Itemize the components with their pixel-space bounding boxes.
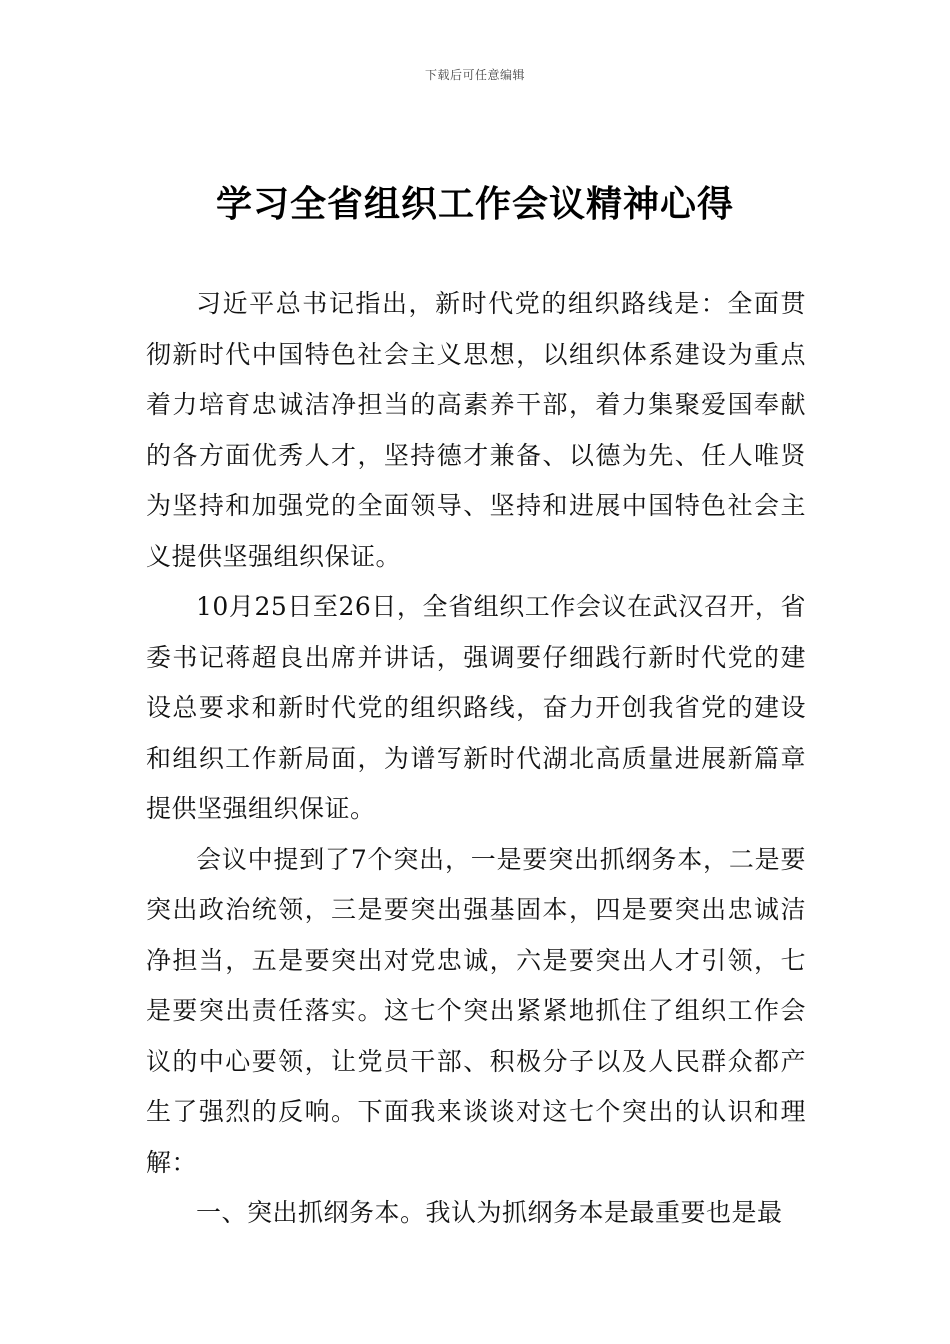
document-title: 学习全省组织工作会议精神心得 (215, 183, 734, 225)
document-body (146, 279, 806, 1239)
paragraph-1: 习近平总书记指出，新时代党的组织路线是：全面贯彻新时代中国特色社会主义思想，以组织体系建设为重点着力培育忠诚洁净担当的高素养干部，着力集聚爱国奉献的各方面优秀人才，坚持德才兼备、以德为先、任人唯贤为坚持和加强党的全面领导、坚持和进展中国特色社会主义提供坚强组织保证。 (146, 289, 806, 571)
paragraph-4: 一、突出抓纲务本。我认为抓纲务本是最重要也是最 (196, 1198, 783, 1227)
paragraph-3: 会议中提到了7个突出，一是要突出抓纲务本，二是要突出政治统领，三是要突出强基固本，四是要突出忠诚洁净担当，五是要突出对党忠诚，六是要突出人才引领，七是要突出责任落实。这七个突出紧紧地抓住了组织工作会议的中心要领，让党员干部、积极分子以及人民群众都产生了强烈的反响。下面我来谈谈对这七个突出的认识和理解： (146, 844, 806, 1177)
header-note: 下载后可任意编辑 (424, 68, 525, 82)
paragraph-2: 10月25日至26日，全省组织工作会议在武汉召开，省委书记蒋超良出席并讲话，强调要仔细践行新时代党的建设总要求和新时代党的组织路线，奋力开创我省党的建设和组织工作新局面，为谱写新时代湖北高质量进展新篇章提供坚强组织保证。 (146, 592, 806, 823)
